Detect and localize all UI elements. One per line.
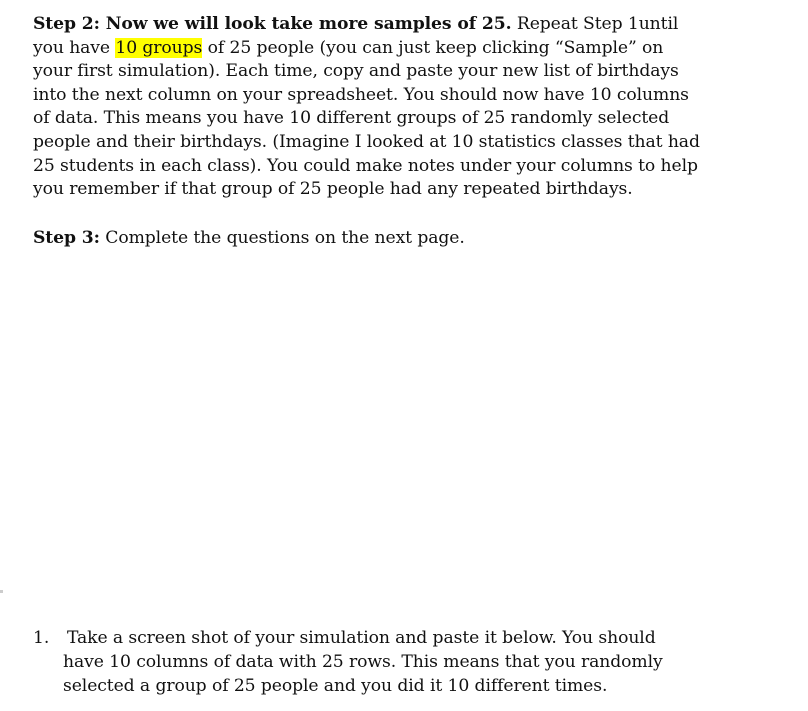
step-2-paragraph [33,13,703,202]
step-3-text: Complete the questions on the next page. [99,228,465,248]
question-text: Take a screen shot of your simulation and paste it below. You should have 10 columns of data with 25 rows. This means that you randomly selected a group of 25 people and you did it 10 different times. [63,628,663,696]
step-3-heading: Step 3: [33,228,100,248]
scan-artifact [0,590,3,593]
step-2-heading: Step 2: Now we will look take more samples of 25. [33,14,512,34]
step-2-text-before-highlight: Repeat Step 1until you have [33,14,679,58]
question-list-item [33,626,693,698]
question-number: 1. [33,628,50,648]
step-2-text-after-highlight: of 25 people (you can just keep clicking “Sample” on your first simulation). Each time, copy and paste your new list of birthdays into the next column on your spreadsheet. You should now have 10 columns of data. This means you have 10 different groups of 25 randomly selected people and their birthdays. (Imagine I looked at 10 statistics classes that had 25 students in each class). You could make notes under your columns to help you remember if that group of 25 people had any repeated birthdays. [33,37,700,200]
step-3-paragraph [33,227,703,251]
highlighted-text: 10 groups [115,37,203,58]
